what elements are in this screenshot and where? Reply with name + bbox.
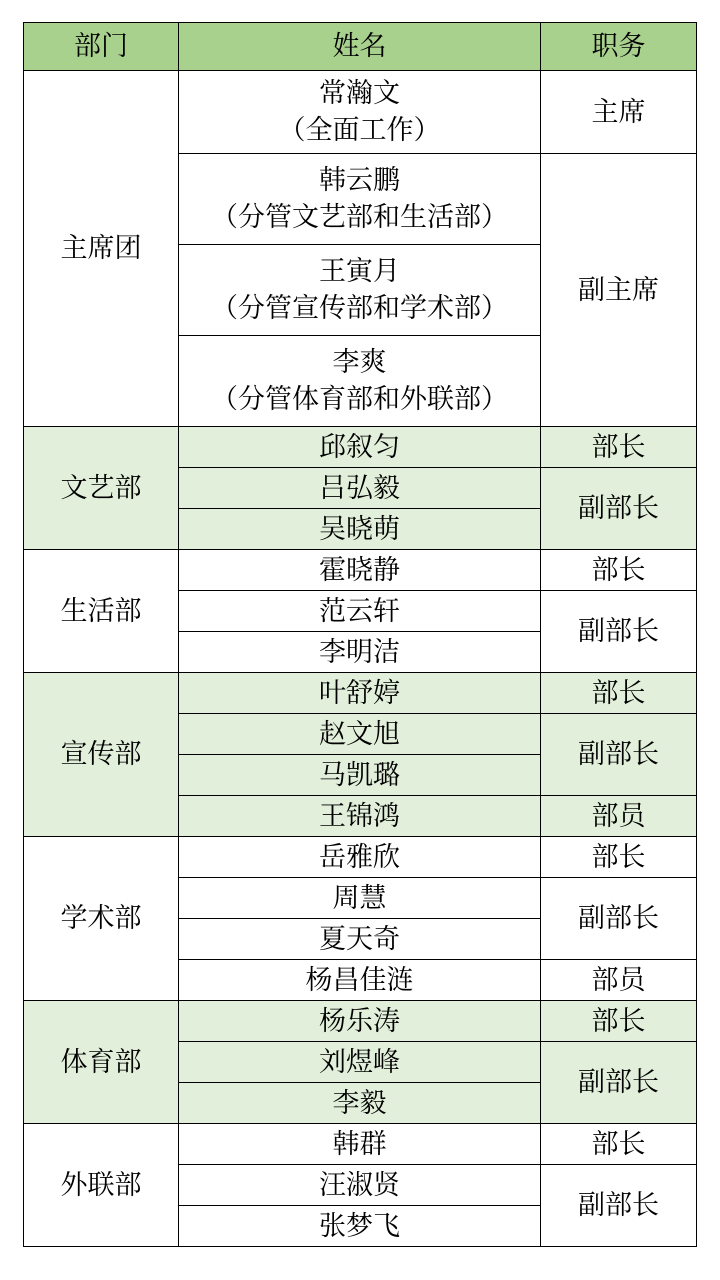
table-row: [24, 1124, 697, 1165]
name-cell: 李毅: [179, 1083, 541, 1124]
name-cell: 夏天奇: [179, 919, 541, 960]
title-cell: 部长: [541, 1124, 697, 1165]
name-cell: 马凯璐: [179, 755, 541, 796]
title-cell: 副部长: [541, 468, 697, 550]
title-cell: 部长: [541, 673, 697, 714]
member-name: 常瀚文: [319, 78, 400, 109]
table-row: [24, 837, 697, 878]
name-cell: 杨昌佳涟: [179, 960, 541, 1001]
roster-table: [23, 22, 697, 1247]
name-cell: [179, 71, 541, 154]
name-cell: 岳雅欣: [179, 837, 541, 878]
table-row: [24, 673, 697, 714]
member-note: （分管体育部和外联部）: [211, 384, 508, 415]
member-name: 王寅月: [319, 256, 400, 287]
name-cell: 汪淑贤: [179, 1165, 541, 1206]
member-note: （分管文艺部和生活部）: [211, 202, 508, 233]
table-row: [24, 550, 697, 591]
header-title: 职务: [541, 23, 697, 71]
dept-cell: 文艺部: [24, 427, 179, 550]
group-publicity: [24, 673, 697, 837]
name-cell: 吕弘毅: [179, 468, 541, 509]
name-cell: 范云轩: [179, 591, 541, 632]
dept-cell: 主席团: [24, 71, 179, 427]
table-row: [24, 1001, 697, 1042]
header-row: [24, 23, 697, 71]
name-cell: 霍晓静: [179, 550, 541, 591]
name-cell: 吴晓萌: [179, 509, 541, 550]
group-presidium: [24, 71, 697, 427]
title-cell: 副部长: [541, 878, 697, 960]
title-cell: 部长: [541, 427, 697, 468]
member-note: （分管宣传部和学术部）: [211, 293, 508, 324]
name-cell: [179, 336, 541, 427]
name-cell: 李明洁: [179, 632, 541, 673]
table-row: [24, 71, 697, 154]
name-cell: 韩群: [179, 1124, 541, 1165]
group-outreach: [24, 1124, 697, 1247]
group-sports: [24, 1001, 697, 1124]
name-cell: 赵文旭: [179, 714, 541, 755]
title-cell: 副部长: [541, 714, 697, 796]
dept-cell: 生活部: [24, 550, 179, 673]
member-name: 李爽: [332, 347, 387, 378]
title-cell: 副部长: [541, 1042, 697, 1124]
name-cell: [179, 154, 541, 245]
title-cell: 部长: [541, 1001, 697, 1042]
group-academic: [24, 837, 697, 1001]
member-note: （全面工作）: [278, 115, 441, 146]
name-cell: 叶舒婷: [179, 673, 541, 714]
header-name: 姓名: [179, 23, 541, 71]
title-cell: 副部长: [541, 1165, 697, 1247]
table-row: [24, 427, 697, 468]
name-cell: 王锦鸿: [179, 796, 541, 837]
name-cell: 张梦飞: [179, 1206, 541, 1247]
name-cell: 周慧: [179, 878, 541, 919]
group-life: [24, 550, 697, 673]
title-cell: 部长: [541, 837, 697, 878]
title-cell: 部员: [541, 960, 697, 1001]
dept-cell: 宣传部: [24, 673, 179, 837]
name-cell: 刘煜峰: [179, 1042, 541, 1083]
group-arts: [24, 427, 697, 550]
title-cell: 部长: [541, 550, 697, 591]
dept-cell: 体育部: [24, 1001, 179, 1124]
title-cell: 主席: [541, 71, 697, 154]
dept-cell: 学术部: [24, 837, 179, 1001]
title-cell: 部员: [541, 796, 697, 837]
title-cell: 副主席: [541, 154, 697, 427]
header-dept: 部门: [24, 23, 179, 71]
name-cell: 杨乐涛: [179, 1001, 541, 1042]
name-cell: 邱叙匀: [179, 427, 541, 468]
member-name: 韩云鹏: [319, 165, 400, 196]
name-cell: [179, 245, 541, 336]
dept-cell: 外联部: [24, 1124, 179, 1247]
title-cell: 副部长: [541, 591, 697, 673]
